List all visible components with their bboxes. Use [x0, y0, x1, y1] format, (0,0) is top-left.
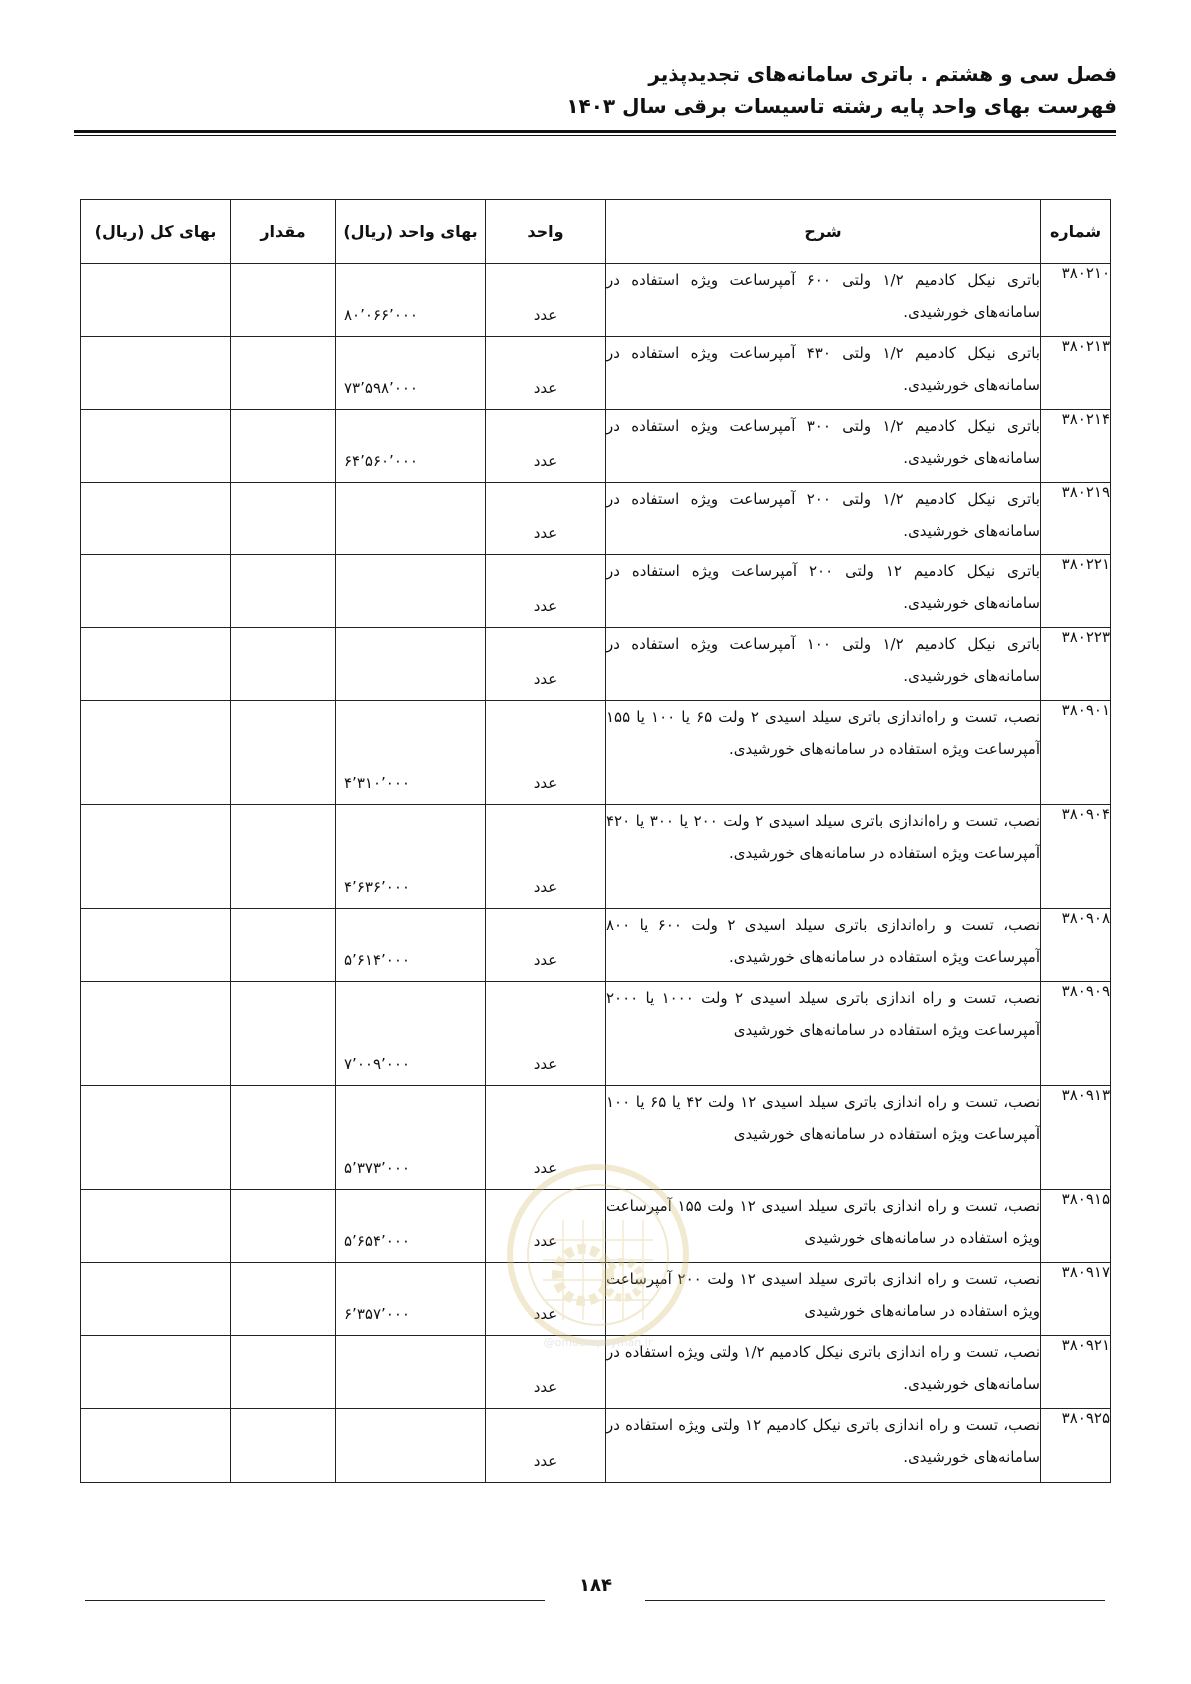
row-unit: عدد: [486, 909, 606, 982]
row-quantity: [231, 483, 336, 555]
row-unit-price: [336, 483, 486, 555]
row-description: نصب، تست و راه اندازی باتری سیلد اسیدی ۲ ولت ۱۰۰۰ یا ۲۰۰۰ آمپرساعت ویژه استفاده در سامانه‌های خورشیدی: [606, 982, 1041, 1086]
row-unit: عدد: [486, 1086, 606, 1190]
row-description: نصب، تست و راه‌اندازی باتری سیلد اسیدی ۲ ولت ۲۰۰ یا ۳۰۰ یا ۴۲۰ آمپرساعت ویژه استفاده در سامانه‌های خورشیدی.: [606, 805, 1041, 909]
row-unit-price: [336, 1409, 486, 1483]
row-unit-price: ۶۴٬۵۶۰٬۰۰۰: [336, 410, 486, 483]
row-number: ۳۸۰۲۱۴: [1041, 410, 1111, 483]
row-unit-price: [336, 555, 486, 628]
table-row: [81, 264, 1111, 337]
row-unit: عدد: [486, 1263, 606, 1336]
row-total-price: [81, 982, 231, 1086]
row-unit-price: ۴٬۶۳۶٬۰۰۰: [336, 805, 486, 909]
row-number: ۳۸۰۹۲۵: [1041, 1409, 1111, 1483]
page-number: ۱۸۴: [579, 1575, 612, 1596]
row-total-price: [81, 1190, 231, 1263]
header-unit: واحد: [486, 200, 606, 264]
table-row: [81, 483, 1111, 555]
row-total-price: [81, 805, 231, 909]
row-unit-price: ۶٬۳۵۷٬۰۰۰: [336, 1263, 486, 1336]
row-unit-price: [336, 1336, 486, 1409]
row-unit: عدد: [486, 701, 606, 805]
row-unit: عدد: [486, 555, 606, 628]
table-row: [81, 805, 1111, 909]
row-description: نصب، تست و راه اندازی باتری سیلد اسیدی ۱۲ ولت ۲۰۰ آمپرساعت ویژه استفاده در سامانه‌های خورشیدی: [606, 1263, 1041, 1336]
row-unit: عدد: [486, 1409, 606, 1483]
row-unit-price: ۴٬۳۱۰٬۰۰۰: [336, 701, 486, 805]
row-description: نصب، تست و راه اندازی باتری سیلد اسیدی ۱۲ ولت ۱۵۵ آمپرساعت ویژه استفاده در سامانه‌های خورشیدی: [606, 1190, 1041, 1263]
row-number: ۳۸۰۹۰۴: [1041, 805, 1111, 909]
row-quantity: [231, 982, 336, 1086]
table-row: [81, 909, 1111, 982]
page-header: [77, 58, 1117, 122]
row-number: ۳۸۰۹۰۱: [1041, 701, 1111, 805]
table-row: [81, 701, 1111, 805]
row-unit-price: ۷٬۰۰۹٬۰۰۰: [336, 982, 486, 1086]
row-total-price: [81, 264, 231, 337]
row-quantity: [231, 1336, 336, 1409]
row-unit: عدد: [486, 337, 606, 410]
row-unit: عدد: [486, 628, 606, 701]
row-number: ۳۸۰۲۲۳: [1041, 628, 1111, 701]
row-quantity: [231, 337, 336, 410]
row-number: ۳۸۰۹۰۹: [1041, 982, 1111, 1086]
header-unit-price: بهای واحد (ریال): [336, 200, 486, 264]
header-total-price: بهای کل (ریال): [81, 200, 231, 264]
row-description: نصب، تست و راه اندازی باتری نیکل کادمیم ۱۲ ولتی ویژه استفاده در سامانه‌های خورشیدی.: [606, 1409, 1041, 1483]
row-quantity: [231, 264, 336, 337]
row-description: باتری نیکل کادمیم ۱/۲ ولتی ۲۰۰ آمپرساعت ویژه استفاده در سامانه‌های خورشیدی.: [606, 483, 1041, 555]
row-total-price: [81, 410, 231, 483]
table-header-row: [81, 200, 1111, 264]
row-unit-price: [336, 628, 486, 701]
row-unit-price: ۵٬۶۱۴٬۰۰۰: [336, 909, 486, 982]
header-description: شرح: [606, 200, 1041, 264]
table-row: [81, 1409, 1111, 1483]
row-unit: عدد: [486, 982, 606, 1086]
row-number: ۳۸۰۹۰۸: [1041, 909, 1111, 982]
row-description: نصب، تست و راه‌اندازی باتری سیلد اسیدی ۲ ولت ۶۰۰ یا ۸۰۰ آمپرساعت ویژه استفاده در سامانه‌های خورشیدی.: [606, 909, 1041, 982]
row-quantity: [231, 701, 336, 805]
row-number: ۳۸۰۹۱۷: [1041, 1263, 1111, 1336]
row-unit: عدد: [486, 1190, 606, 1263]
row-unit-price: ۵٬۶۵۴٬۰۰۰: [336, 1190, 486, 1263]
row-unit-price: ۵٬۳۷۳٬۰۰۰: [336, 1086, 486, 1190]
row-description: باتری نیکل کادمیم ۱/۲ ولتی ۴۳۰ آمپرساعت ویژه استفاده در سامانه‌های خورشیدی.: [606, 337, 1041, 410]
header-quantity: مقدار: [231, 200, 336, 264]
row-total-price: [81, 1086, 231, 1190]
row-number: ۳۸۰۹۲۱: [1041, 1336, 1111, 1409]
row-unit-price: ۸۰٬۰۶۶٬۰۰۰: [336, 264, 486, 337]
table-row: [81, 337, 1111, 410]
footer-rule-right: [645, 1600, 1105, 1601]
row-number: ۳۸۰۲۱۳: [1041, 337, 1111, 410]
row-description: نصب، تست و راه اندازی باتری نیکل کادمیم ۱/۲ ولتی ویژه استفاده در سامانه‌های خورشیدی.: [606, 1336, 1041, 1409]
row-total-price: [81, 483, 231, 555]
row-total-price: [81, 1336, 231, 1409]
row-quantity: [231, 909, 336, 982]
row-number: ۳۸۰۲۱۰: [1041, 264, 1111, 337]
row-total-price: [81, 337, 231, 410]
row-description: باتری نیکل کادمیم ۱/۲ ولتی ۶۰۰ آمپرساعت ویژه استفاده در سامانه‌های خورشیدی.: [606, 264, 1041, 337]
table-row: [81, 628, 1111, 701]
chapter-title: فصل سی و هشتم . باتری سامانه‌های تجدیدپذیر: [648, 62, 1117, 86]
row-quantity: [231, 1086, 336, 1190]
row-total-price: [81, 701, 231, 805]
row-number: ۳۸۰۲۱۹: [1041, 483, 1111, 555]
row-quantity: [231, 1409, 336, 1483]
row-description: باتری نیکل کادمیم ۱۲ ولتی ۲۰۰ آمپرساعت ویژه استفاده در سامانه‌های خورشیدی.: [606, 555, 1041, 628]
table-row: [81, 555, 1111, 628]
header-rule-thin: [74, 135, 1116, 136]
row-quantity: [231, 410, 336, 483]
row-total-price: [81, 555, 231, 628]
row-quantity: [231, 805, 336, 909]
row-total-price: [81, 628, 231, 701]
row-total-price: [81, 1409, 231, 1483]
footer-rule-left: [85, 1600, 545, 1601]
table-row: [81, 982, 1111, 1086]
row-unit: عدد: [486, 805, 606, 909]
row-unit: عدد: [486, 1336, 606, 1409]
row-unit: عدد: [486, 410, 606, 483]
row-unit: عدد: [486, 264, 606, 337]
header-rule-thick: [74, 130, 1116, 133]
document-title: فهرست بهای واحد پایه رشته تاسیسات برقی سال ۱۴۰۳: [566, 94, 1117, 118]
row-total-price: [81, 1263, 231, 1336]
row-quantity: [231, 628, 336, 701]
row-quantity: [231, 1263, 336, 1336]
row-unit: عدد: [486, 483, 606, 555]
row-description: نصب، تست و راه اندازی باتری سیلد اسیدی ۱۲ ولت ۴۲ یا ۶۵ یا ۱۰۰ آمپرساعت ویژه استفاده در سامانه‌های خورشیدی: [606, 1086, 1041, 1190]
row-description: باتری نیکل کادمیم ۱/۲ ولتی ۳۰۰ آمپرساعت ویژه استفاده در سامانه‌های خورشیدی.: [606, 410, 1041, 483]
row-total-price: [81, 909, 231, 982]
row-description: نصب، تست و راه‌اندازی باتری سیلد اسیدی ۲ ولت ۶۵ یا ۱۰۰ یا ۱۵۵ آمپرساعت ویژه استفاده در سامانه‌های خورشیدی.: [606, 701, 1041, 805]
row-number: ۳۸۰۹۱۵: [1041, 1190, 1111, 1263]
header-number: شماره: [1041, 200, 1111, 264]
gear-seal-icon: [503, 1160, 693, 1350]
row-quantity: [231, 555, 336, 628]
table-row: [81, 410, 1111, 483]
row-number: ۳۸۰۹۱۳: [1041, 1086, 1111, 1190]
row-number: ۳۸۰۲۲۱: [1041, 555, 1111, 628]
watermark-text: @omoorepeyman.ir: [543, 1336, 653, 1349]
row-unit-price: ۷۳٬۵۹۸٬۰۰۰: [336, 337, 486, 410]
row-quantity: [231, 1190, 336, 1263]
row-description: باتری نیکل کادمیم ۱/۲ ولتی ۱۰۰ آمپرساعت ویژه استفاده در سامانه‌های خورشیدی.: [606, 628, 1041, 701]
